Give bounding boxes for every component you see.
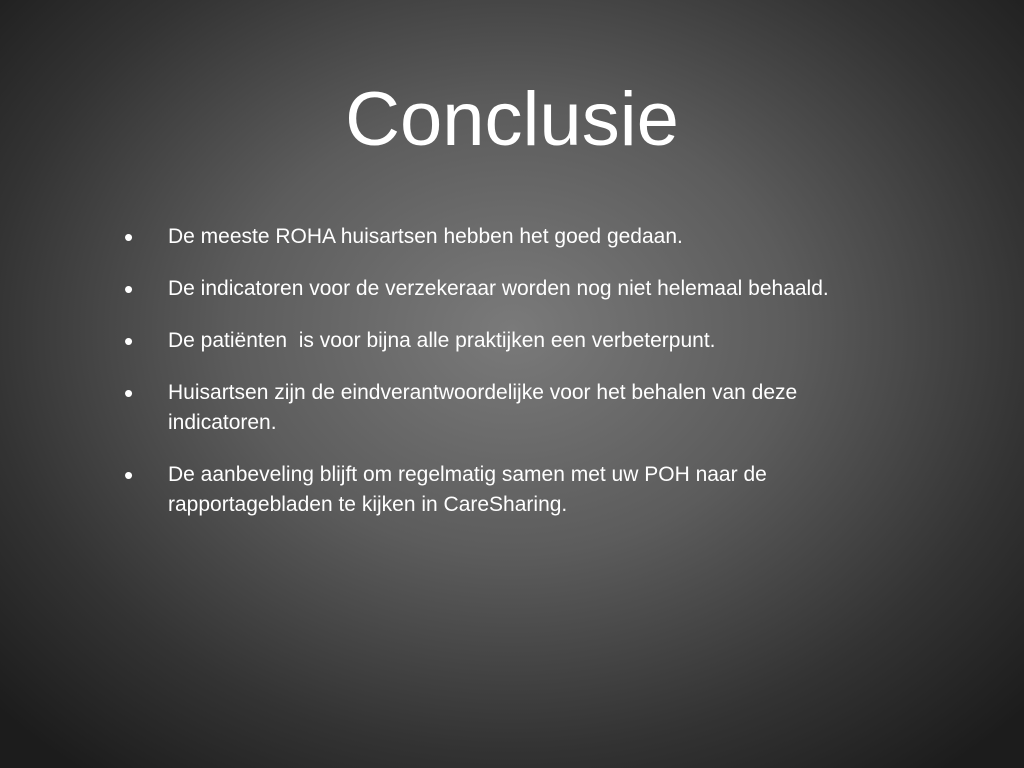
bullet-icon: • [124,326,134,356]
bullet-item [120,378,910,438]
bullet-text: De indicatoren voor de verzekeraar worden nog niet helemaal behaald. [168,277,829,300]
bullet-text: De aanbeveling blijft om regelmatig samen met uw POH naar de rapportagebladen te kijken in CareSharing. [168,463,767,516]
slide-title: Conclusie [345,77,679,162]
bullet-item [120,274,910,304]
bullet-text: Huisartsen zijn de eindverantwoordelijke voor het behalen van deze indicatoren. [168,381,798,434]
bullet-text: De patiënten is voor bijna alle praktijken een verbeterpunt. [168,329,716,352]
bullet-icon: • [124,274,134,304]
bullet-icon: • [124,460,134,490]
bullet-text: De meeste ROHA huisartsen hebben het goed gedaan. [168,225,683,248]
bullet-list [120,222,910,542]
bullet-item [120,460,910,520]
bullet-icon: • [124,222,134,252]
bullet-icon: • [124,378,134,408]
bullet-item [120,326,910,356]
bullet-item [120,222,910,252]
